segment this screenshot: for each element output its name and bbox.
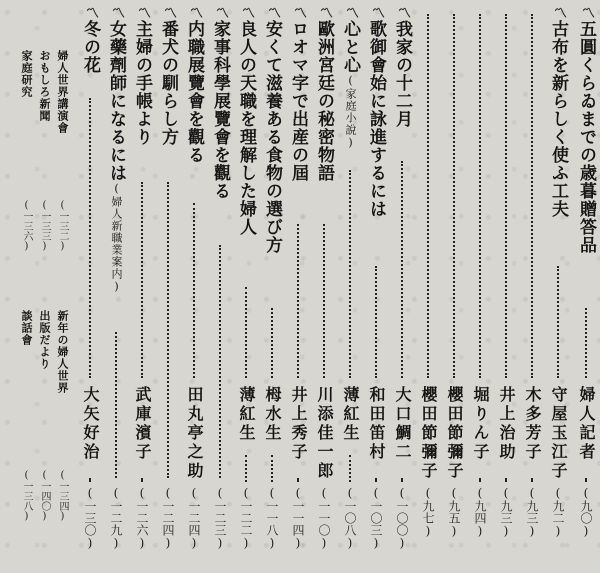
bullet-mark-icon: 〽: [109, 6, 124, 20]
dotted-leader: [349, 170, 353, 378]
toc-minor-entry: [34, 50, 50, 573]
dotted-leader: [141, 478, 145, 482]
entry-page-number: (一二九): [109, 486, 123, 550]
entry-title-text: 歌御會始に詠進するには: [366, 20, 386, 218]
entry-title: [262, 6, 282, 254]
entry-title: [576, 6, 596, 254]
toc-entry: [210, 6, 230, 566]
bullet-mark-icon: 〽: [83, 6, 98, 20]
dotted-leader: [531, 478, 535, 482]
entry-title: [314, 6, 334, 182]
dotted-leader: [193, 203, 197, 378]
dotted-leader: [531, 14, 535, 378]
entry-author: 婦人記者: [577, 386, 596, 462]
toc-entry: [522, 6, 542, 566]
toc-entry: [288, 6, 308, 566]
entry-title-text: 家事科學展覽會を觀る: [210, 20, 230, 200]
dotted-leader: [505, 478, 509, 482]
entry-page-number: (九三): [499, 486, 513, 538]
entry-page-number: (一三〇): [83, 486, 97, 550]
entry-page-number: (一二三): [213, 486, 227, 550]
entry-author: 大口鯛二: [393, 386, 412, 462]
entry-author: 大矢好治: [81, 386, 100, 462]
minor-entry-title: おもしろ新聞: [38, 50, 51, 122]
bullet-mark-icon: 〽: [579, 6, 594, 20]
toc-entry: [314, 6, 334, 566]
minor-entry-page-number: (一三四): [57, 470, 68, 522]
entry-title-text: 主婦の手帳より: [132, 20, 152, 146]
entry-title-text: 女藥劑師になるには: [106, 20, 126, 182]
entry-page-number: (一一〇): [317, 486, 331, 550]
toc-entry: [418, 6, 438, 566]
toc-entry: [184, 6, 204, 566]
dotted-leader: [245, 287, 249, 378]
bullet-mark-icon: 〽: [135, 6, 150, 20]
entry-page-number: (九三): [525, 486, 539, 538]
dotted-leader: [585, 308, 589, 378]
entry-page-number: (一二四): [161, 486, 175, 550]
entry-title: [106, 6, 126, 294]
dotted-leader: [167, 182, 171, 478]
entry-title-text: 心と心: [340, 20, 360, 74]
bullet-mark-icon: 〽: [551, 6, 566, 20]
entry-page-number: (九〇): [579, 486, 593, 538]
dotted-leader: [585, 478, 589, 482]
entry-page-number: (一二六): [135, 486, 149, 550]
entry-title-text: 五圓くらゐまでの歳暮贈答品: [576, 20, 596, 254]
entry-title-text: 古布を新らしく使ふ工夫: [548, 20, 568, 218]
entry-title-text: 良人の天職を理解した婦人: [236, 20, 256, 236]
entry-title: [392, 6, 412, 128]
entry-author: 木多芳子: [523, 386, 542, 462]
toc-entry: [340, 6, 360, 566]
bullet-mark-icon: 〽: [291, 6, 306, 20]
minor-entry-title: 家庭研究: [20, 50, 33, 98]
toc-entry: [444, 6, 464, 566]
dotted-leader: [453, 14, 457, 378]
entry-author: 井上秀子: [289, 386, 308, 462]
bullet-mark-icon: 〽: [187, 6, 202, 20]
toc-entry: [106, 6, 126, 566]
entry-page-number: (九四): [473, 486, 487, 538]
dotted-leader: [297, 478, 301, 482]
dotted-leader: [401, 161, 405, 378]
entry-page-number: (一一四): [291, 486, 305, 550]
toc-minor-entry: [52, 50, 68, 573]
entry-author: 武庫濱子: [133, 386, 152, 462]
entry-page-number: (一二四): [187, 486, 201, 550]
minor-entry-title: 談話會: [20, 310, 33, 346]
bullet-mark-icon: 〽: [213, 6, 228, 20]
entry-page-number: (九二): [551, 486, 565, 538]
dotted-leader: [323, 224, 327, 378]
bullet-mark-icon: 〽: [343, 6, 358, 20]
toc-entry: [262, 6, 282, 566]
dotted-leader: [505, 14, 509, 378]
dotted-leader: [427, 14, 431, 378]
minor-entry-title: 新年の婦人世界: [56, 310, 69, 394]
toc-entry: [158, 6, 178, 566]
entry-page-number: (九五): [447, 486, 461, 538]
minor-entry-title: 婦人世界講演會: [56, 50, 69, 134]
dotted-leader: [219, 245, 223, 478]
entry-author: 堀りん子: [471, 386, 490, 462]
dotted-leader: [271, 455, 275, 482]
dotted-leader: [401, 478, 405, 482]
entry-title: [158, 6, 178, 146]
toc-entry: [392, 6, 412, 566]
dotted-leader: [297, 224, 301, 378]
dotted-leader: [89, 98, 93, 378]
entry-title-text: 歐洲宮廷の秘密物語: [314, 20, 334, 182]
entry-author: 守屋玉江子: [549, 386, 568, 481]
entry-title: [236, 6, 256, 236]
dotted-leader: [375, 266, 379, 378]
dotted-leader: [141, 182, 145, 378]
entry-title: [340, 6, 360, 150]
toc-entry: [470, 6, 490, 566]
bullet-mark-icon: 〽: [265, 6, 280, 20]
bullet-mark-icon: 〽: [239, 6, 254, 20]
minor-entry-page-number: (一三三): [39, 200, 50, 252]
minor-entry-page-number: (一三六): [21, 200, 32, 252]
bullet-mark-icon: 〽: [317, 6, 332, 20]
entry-author: 和田笛村: [367, 386, 386, 462]
toc-entry: [548, 6, 568, 566]
entry-title: [80, 6, 100, 74]
entry-title-text: 内職展覽會を觀る: [184, 20, 204, 164]
dotted-leader: [479, 478, 483, 482]
toc-entry: [132, 6, 152, 566]
entry-subtitle: (婦人新職業案内): [110, 182, 123, 294]
toc-entry: [576, 6, 596, 566]
entry-title-text: ロオマ字で出産の屆: [288, 20, 308, 182]
dotted-leader: [479, 14, 483, 378]
toc-entry: [80, 6, 100, 566]
entry-page-number: (一〇三): [369, 486, 383, 550]
entry-title: [184, 6, 204, 164]
dotted-leader: [245, 455, 249, 482]
entry-subtitle: (家庭小說): [344, 74, 357, 150]
entry-page-number: (一二二): [239, 486, 253, 550]
minor-entry-page-number: (一三二): [57, 200, 68, 252]
dotted-leader: [557, 266, 561, 378]
entry-title: [366, 6, 386, 218]
toc-entry: [236, 6, 256, 566]
entry-author: 櫻田節彌子: [419, 386, 438, 481]
entry-page-number: (一一八): [265, 486, 279, 550]
entry-title-text: 冬の花: [80, 20, 100, 74]
toc-minor-entry: [16, 50, 32, 573]
dotted-leader: [271, 308, 275, 378]
entry-title-text: 番犬の馴らし方: [158, 20, 178, 146]
dotted-leader: [375, 478, 379, 482]
entry-author: 川添佳一郎: [315, 386, 334, 481]
dotted-leader: [115, 332, 119, 478]
minor-entry-title: 出版だより: [38, 310, 51, 370]
entry-author: 薄紅生: [341, 386, 360, 443]
bullet-mark-icon: 〽: [395, 6, 410, 20]
toc-entry: [496, 6, 516, 566]
toc-entry: [366, 6, 386, 566]
dotted-leader: [349, 455, 353, 482]
bullet-mark-icon: 〽: [161, 6, 176, 20]
entry-title: [132, 6, 152, 146]
minor-entry-page-number: (一三八): [21, 470, 32, 522]
dotted-leader: [89, 478, 93, 482]
bullet-mark-icon: 〽: [369, 6, 384, 20]
entry-author: 田丸亭之助: [185, 386, 204, 481]
entry-author: 栂水生: [263, 386, 282, 443]
entry-page-number: (一〇八): [343, 486, 357, 550]
entry-title-text: 我家の十二月: [392, 20, 412, 128]
minor-entry-page-number: (一四〇): [39, 470, 50, 522]
entry-title-text: 安くて滋養ある食物の選び方: [262, 20, 282, 254]
entry-page-number: (九七): [421, 486, 435, 538]
entry-title: [548, 6, 568, 218]
entry-author: 井上治助: [497, 386, 516, 462]
entry-title: [288, 6, 308, 182]
entry-title: [210, 6, 230, 200]
entry-page-number: (一〇〇): [395, 486, 409, 550]
entry-author: 薄紅生: [237, 386, 256, 443]
entry-author: 櫻田節彌子: [445, 386, 464, 481]
